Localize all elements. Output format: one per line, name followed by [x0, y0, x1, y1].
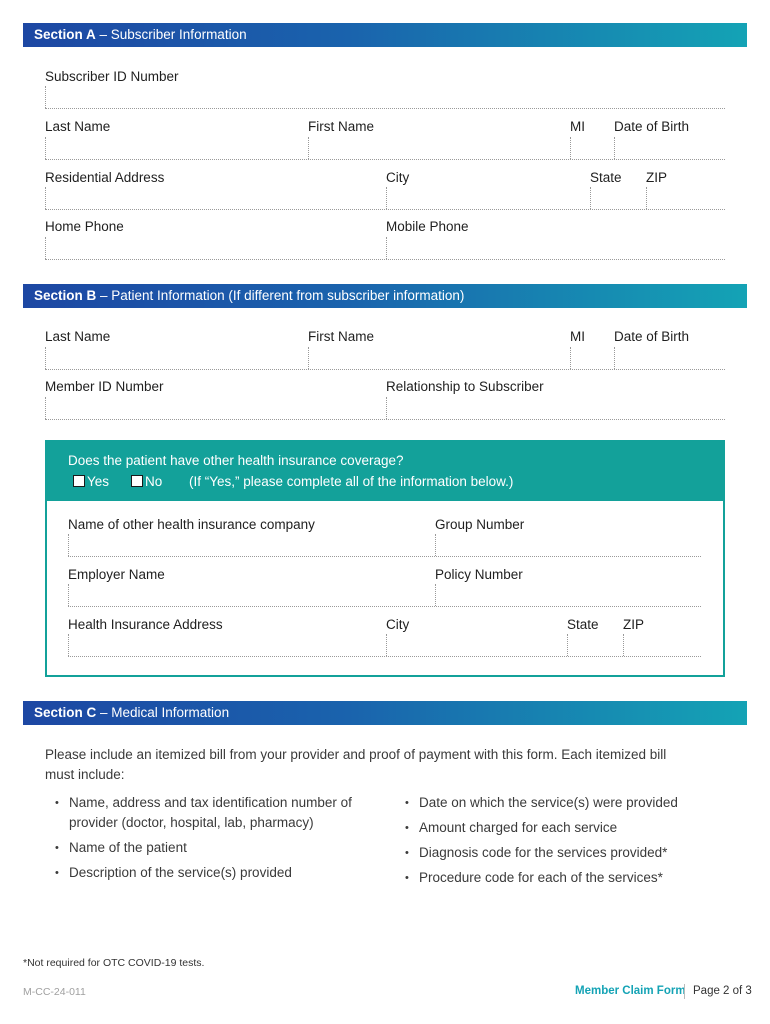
- checkbox-icon: [73, 475, 85, 487]
- list-item: • Date on which the service(s) were provided: [405, 793, 739, 813]
- footnote: *Not required for OTC COVID-19 tests.: [23, 957, 205, 969]
- relationship-label: Relationship to Subscriber: [386, 379, 544, 394]
- patient-dob-label: Date of Birth: [614, 329, 690, 344]
- other-coverage-header: [45, 440, 725, 501]
- subscriber-state-field[interactable]: [590, 187, 645, 209]
- insurance-state-field[interactable]: [567, 634, 622, 656]
- subscriber-id-label: Subscriber ID Number: [45, 69, 179, 84]
- insurance-zip-field[interactable]: [623, 634, 701, 656]
- patient-mi-field[interactable]: [570, 347, 613, 369]
- member-id-label: Member ID Number: [45, 379, 164, 394]
- subscriber-address-field[interactable]: [45, 187, 385, 209]
- policy-number-label: Policy Number: [435, 567, 523, 582]
- page-number: Page 2 of 3: [693, 985, 752, 997]
- insurance-company-field[interactable]: [68, 534, 434, 556]
- insurance-city-field[interactable]: [386, 634, 566, 656]
- section-c-header: Section C – Medical Information: [23, 701, 747, 725]
- medical-info-intro: Please include an itemized bill from your provider and proof of payment with this form. Each itemized bill must include:: [45, 747, 667, 782]
- checkbox-icon: [131, 475, 143, 487]
- insurance-company-label: Name of other health insurance company: [68, 517, 315, 532]
- list-item: • Name of the patient: [55, 838, 369, 858]
- subscriber-first-name-label: First Name: [308, 119, 375, 134]
- mobile-phone-label: Mobile Phone: [386, 219, 469, 234]
- subscriber-city-label: City: [386, 170, 410, 185]
- list-item: • Procedure code for each of the services*: [405, 868, 739, 888]
- form-name: Member Claim Form: [575, 985, 686, 997]
- subscriber-zip-field[interactable]: [646, 187, 725, 209]
- subscriber-dob-field[interactable]: [614, 137, 725, 159]
- list-item: • Amount charged for each service: [405, 818, 739, 838]
- subscriber-mi-label: MI: [570, 119, 585, 134]
- home-phone-label: Home Phone: [45, 219, 124, 234]
- policy-number-field[interactable]: [435, 584, 701, 606]
- list-item: • Name, address and tax identification number of provider (doctor, hospital, lab, pharmacy): [55, 793, 369, 833]
- relationship-field[interactable]: [386, 397, 725, 419]
- coverage-question: Does the patient have other health insurance coverage?: [68, 453, 404, 468]
- insurance-city-label: City: [386, 617, 410, 632]
- subscriber-dob-label: Date of Birth: [614, 119, 690, 134]
- subscriber-id-field[interactable]: [45, 86, 725, 108]
- section-a-header: Section A – Subscriber Information: [23, 23, 747, 47]
- home-phone-field[interactable]: [45, 237, 385, 259]
- form-code: M-CC-24-011: [23, 986, 86, 998]
- patient-dob-field[interactable]: [614, 347, 725, 369]
- yes-checkbox[interactable]: Yes: [73, 474, 109, 489]
- footer-divider: [684, 984, 685, 999]
- patient-first-name-field[interactable]: [308, 347, 569, 369]
- coverage-instruction: (If “Yes,” please complete all of the information below.): [189, 474, 514, 489]
- subscriber-city-field[interactable]: [386, 187, 589, 209]
- insurance-address-field[interactable]: [68, 634, 385, 656]
- member-id-field[interactable]: [45, 397, 385, 419]
- group-number-label: Group Number: [435, 517, 525, 532]
- no-checkbox[interactable]: No: [131, 474, 162, 489]
- group-number-field[interactable]: [435, 534, 701, 556]
- subscriber-last-name-label: Last Name: [45, 119, 111, 134]
- patient-first-name-label: First Name: [308, 329, 375, 344]
- subscriber-address-label: Residential Address: [45, 170, 165, 185]
- subscriber-mi-field[interactable]: [570, 137, 613, 159]
- insurance-address-label: Health Insurance Address: [68, 617, 223, 632]
- section-b-header: Section B – Patient Information (If different from subscriber information): [23, 284, 747, 308]
- subscriber-first-name-field[interactable]: [308, 137, 569, 159]
- mobile-phone-field[interactable]: [386, 237, 725, 259]
- employer-name-field[interactable]: [68, 584, 434, 606]
- list-item: • Description of the service(s) provided: [55, 863, 369, 883]
- subscriber-state-label: State: [590, 170, 622, 185]
- subscriber-zip-label: ZIP: [646, 170, 668, 185]
- patient-mi-label: MI: [570, 329, 585, 344]
- insurance-zip-label: ZIP: [623, 617, 645, 632]
- subscriber-last-name-field[interactable]: [45, 137, 307, 159]
- list-item: • Diagnosis code for the services provided*: [405, 843, 739, 863]
- employer-name-label: Employer Name: [68, 567, 165, 582]
- patient-last-name-field[interactable]: [45, 347, 307, 369]
- insurance-state-label: State: [567, 617, 599, 632]
- patient-last-name-label: Last Name: [45, 329, 111, 344]
